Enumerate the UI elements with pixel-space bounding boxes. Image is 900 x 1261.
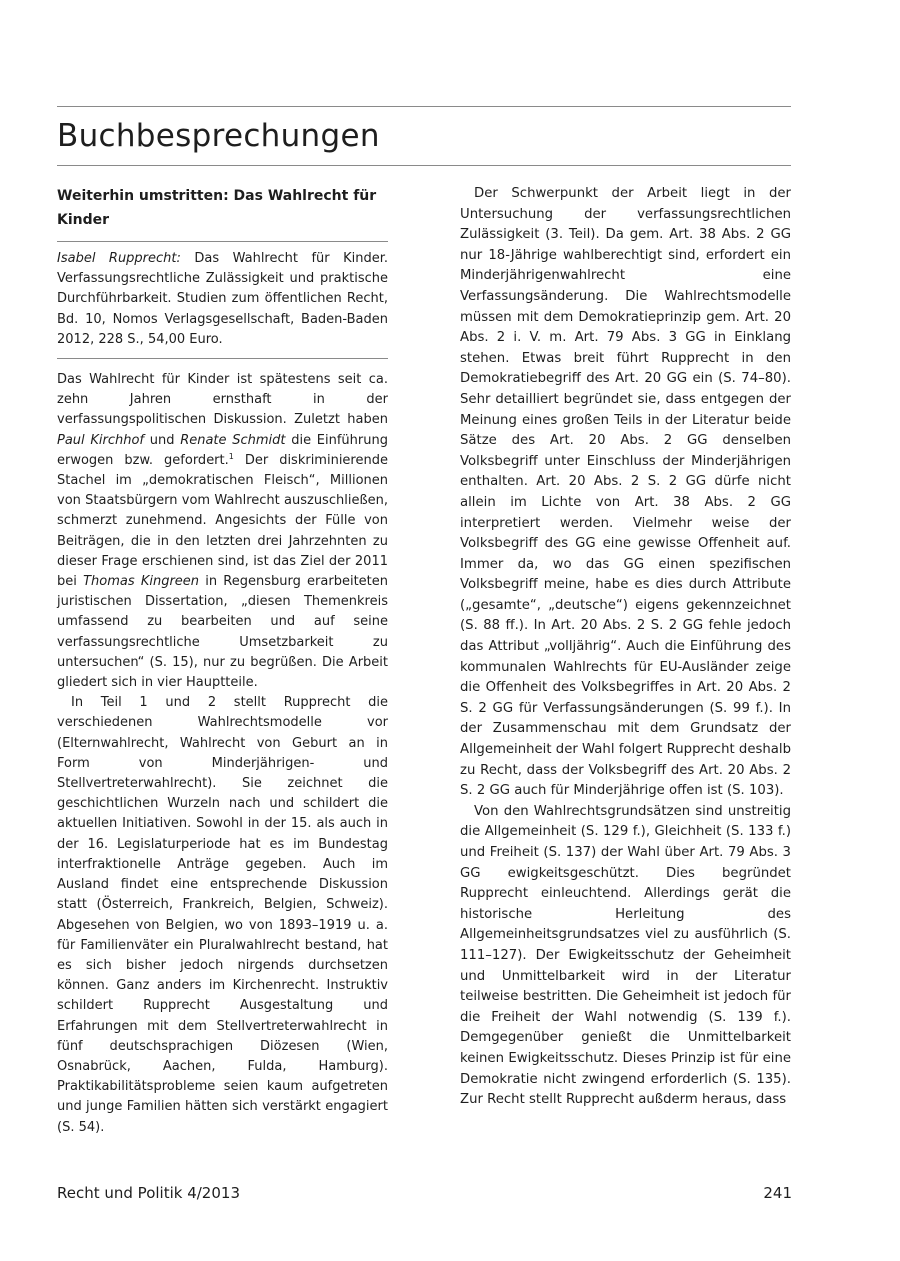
- paragraph: Der Schwerpunkt der Arbeit liegt in der Untersuchung der verfassungsrechtlichen Zulässigkeit (3. Teil). Da gem. Art. 38 Abs. 2 GG nur 18-Jährige wahlberechtigt sind, erfordert ein Minderjährigenwahlrecht eine Verfassungsänderung. Die Wahlrechtsmodelle müssen mit dem Demokratieprinzip gem. Art. 20 Abs. 2 i. V. m. Art. 79 Abs. 3 GG in Einklang stehen. Etwas breit führt Rupprecht in den Demokratiebegriff des Art. 20 GG ein (S. 74–80). Sehr detailliert begründet sie, dass entgegen der Meinung eines großen Teils in der Literatur beide Sätze des Art. 20 Abs. 2 GG denselben Volksbegriff unter Einschluss der Minderjährigen enthalten. Art. 20 Abs. 2 S. 2 GG dürfe nicht allein im Lichte von Art. 38 Abs. 2 GG interpretiert werden. Vielmehr weise der Volksbegriff des GG eine gewisse Offenheit auf. Immer da, wo das GG einen spezifischen Volksbegriff meine, habe es dies durch Attribute („gesamte“, „deutsche“) eigens gekennzeichnet (S. 88 ff.). In Art. 20 Abs. 2 S. 2 GG fehle jedoch das Attribut „volljährig“. Auch die Einführung des kommunalen Wahlrechts für EU-Ausländer zeige die Offenheit des Volksbegriffes in Art. 20 Abs. 2 S. 2 GG für Verfassungsänderungen (S. 99 f.). In der Zusammenschau mit dem Grundsatz der Allgemeinheit der Wahl folgert Rupprecht deshalb zu Recht, dass der Volksbegriff des Art. 20 Abs. 2 S. 2 GG auch für Minderjährige offen ist (S. 103).: [460, 186, 791, 799]
- left-column: [57, 184, 388, 1138]
- right-column: [460, 184, 791, 1111]
- paragraph: Das Wahlrecht für Kinder ist spätestens seit ca. zehn Jahren ernsthaft in der verfassungspolitischen Diskussion. Zuletzt haben Paul Kirchhof und Renate Schmidt die Einführung erwogen bzw. gefordert.$^1$ Der diskriminierende Stachel im „demokratischen Fleisch“, Millionen von Staatsbürgern vom Wahlrecht auszuschließen, schmerzt zunehmend. Angesichts der Fülle von Beiträgen, die in den letzten drei Jahrzehnten zu dieser Frage erschienen sind, ist das Ziel der 2011 bei Thomas Kingreen in Regensburg erarbeiteten juristischen Dissertation, „diesen Themenkreis umfassend zu bearbeiten und auf seine verfassungsrechtliche Umsetzbarkeit zu untersuchen“ (S. 15), nur zu begrüßen. Die Arbeit gliedert sich in vier Hauptteile.: [57, 372, 388, 691]
- page-number: 241: [763, 1184, 792, 1202]
- paragraph: Von den Wahlrechtsgrundsätzen sind unstreitig die Allgemeinheit (S. 129 f.), Gleichheit (S. 133 f.) und Freiheit (S. 137) der Wahl über Art. 79 Abs. 3 GG ewigkeitsgeschützt. Dies begründet Rupprecht einleuchtend. Allerdings gerät die historische Herleitung des Allgemeinheitsgrundsatzes viel zu ausführlich (S. 111–127). Der Ewigkeitsschutz der Geheimheit und Unmittelbarkeit wird in der Literatur teilweise bestritten. Die Geheimheit ist jedoch für die Freiheit der Wahl notwendig (S. 139 f.). Demgegenüber genießt die Unmittelbarkeit keinen Ewigkeitsschutz. Dieses Prinzip ist für eine Demokratie nicht zwingend erforderlich (S. 135). Zur Recht stellt Rupprecht außderm heraus, dass: [460, 803, 791, 1108]
- person-name: Paul Kirchhof: [57, 432, 145, 448]
- review-heading: Weiterhin umstritten: Das Wahlrecht für Kinder: [57, 188, 377, 228]
- title-rule: [57, 165, 791, 166]
- top-rule: [57, 106, 791, 107]
- book-reference: [57, 249, 388, 350]
- section-title: Buchbesprechungen: [57, 118, 380, 154]
- book-details: Das Wahlrecht für Kinder. Verfassungsrechtliche Zulässigkeit und praktische Durchführbarkeit. Studien zum öffentlichen Recht, Bd. 10, Nomos Verlagsgesellschaft, Baden-Baden 2012, 228 S., 54,00 Euro.: [57, 251, 388, 347]
- reference-rule: [57, 358, 388, 359]
- journal-name: Recht und Politik 4/2013: [57, 1184, 240, 1202]
- heading-rule: [57, 241, 388, 242]
- person-name: Thomas Kingreen: [83, 574, 200, 590]
- book-author: Isabel Rupprecht:: [57, 251, 181, 266]
- paragraph: In Teil 1 und 2 stellt Rupprecht die verschiedenen Wahlrechtsmodelle vor (Elternwahlrecht, Wahlrecht von Geburt an in Form von Minderjährigen- und Stellvertreterwahlrecht). Sie zeichnet die geschichtlichen Wurzeln nach und schildert die aktuellen Initiativen. Sowohl in der 15. als auch in der 16. Legislaturperiode hat es im Bundestag interfraktionelle Anträge gegeben. Auch im Ausland findet eine entsprechende Diskussion statt (Österreich, Frankreich, Belgien, Schweiz). Abgesehen von Belgien, wo von 1893–1919 u. a. für Familienväter ein Pluralwahlrecht bestand, hat es sich bisher jedoch nirgends durchsetzen können. Ganz anders im Kirchenrecht. Instruktiv schildert Rupprecht Ausgestaltung und Erfahrungen mit dem Stellvertreterwahlrecht in fünf deutschsprachigen Diözesen (Wien, Osnabrück, Aachen, Fulda, Hamburg). Praktikabilitätsprobleme seien kaum aufgetreten und junge Familien hätten sich verstärkt engagiert (S. 54).: [57, 695, 388, 1135]
- person-name: Renate Schmidt: [180, 432, 286, 448]
- footnote-marker: 1: [228, 451, 234, 461]
